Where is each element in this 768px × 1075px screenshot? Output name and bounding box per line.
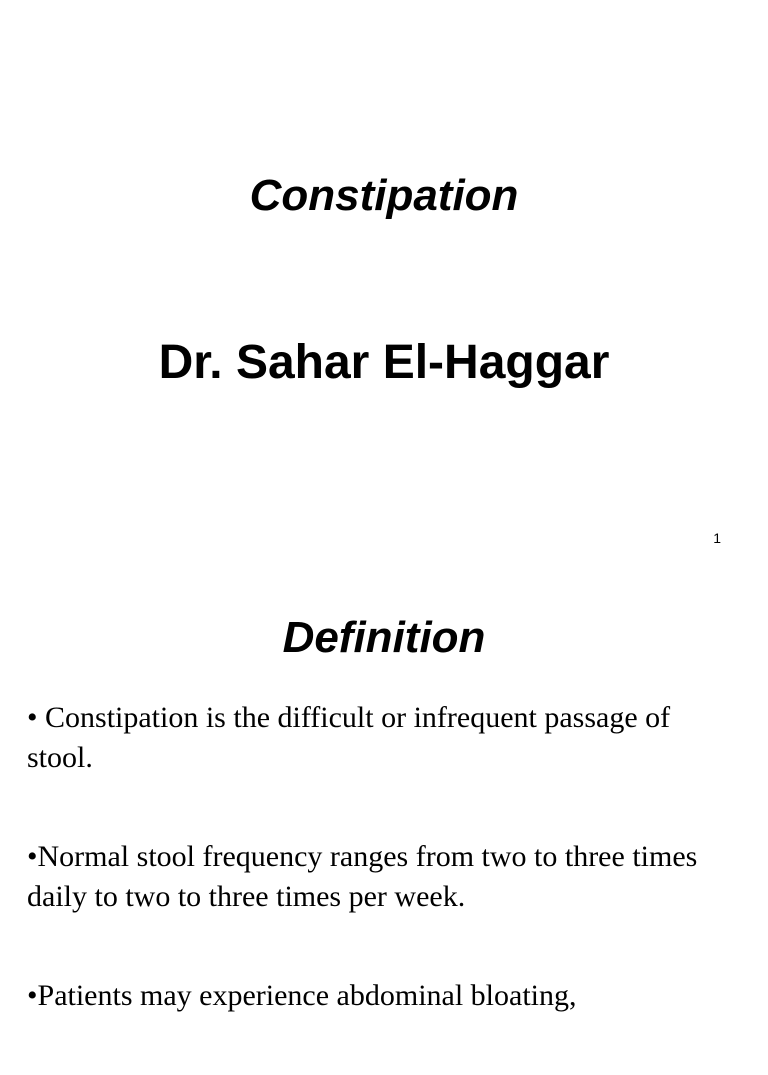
bullet-list (27, 698, 737, 1075)
bullet-item: •Patients may experience abdominal bloating, (27, 979, 577, 1012)
page-title: Constipation (249, 171, 519, 220)
author-name: Dr. Sahar El-Haggar (158, 336, 610, 389)
bullet-item: •Normal stool frequency ranges from two to three times daily to two to three times per week. (27, 840, 698, 913)
slide-definition (0, 560, 768, 1024)
page-number: 1 (713, 530, 721, 546)
bullet-item: • Constipation is the difficult or infrequent passage of stool. (27, 701, 671, 774)
section-title: Definition (282, 613, 486, 662)
